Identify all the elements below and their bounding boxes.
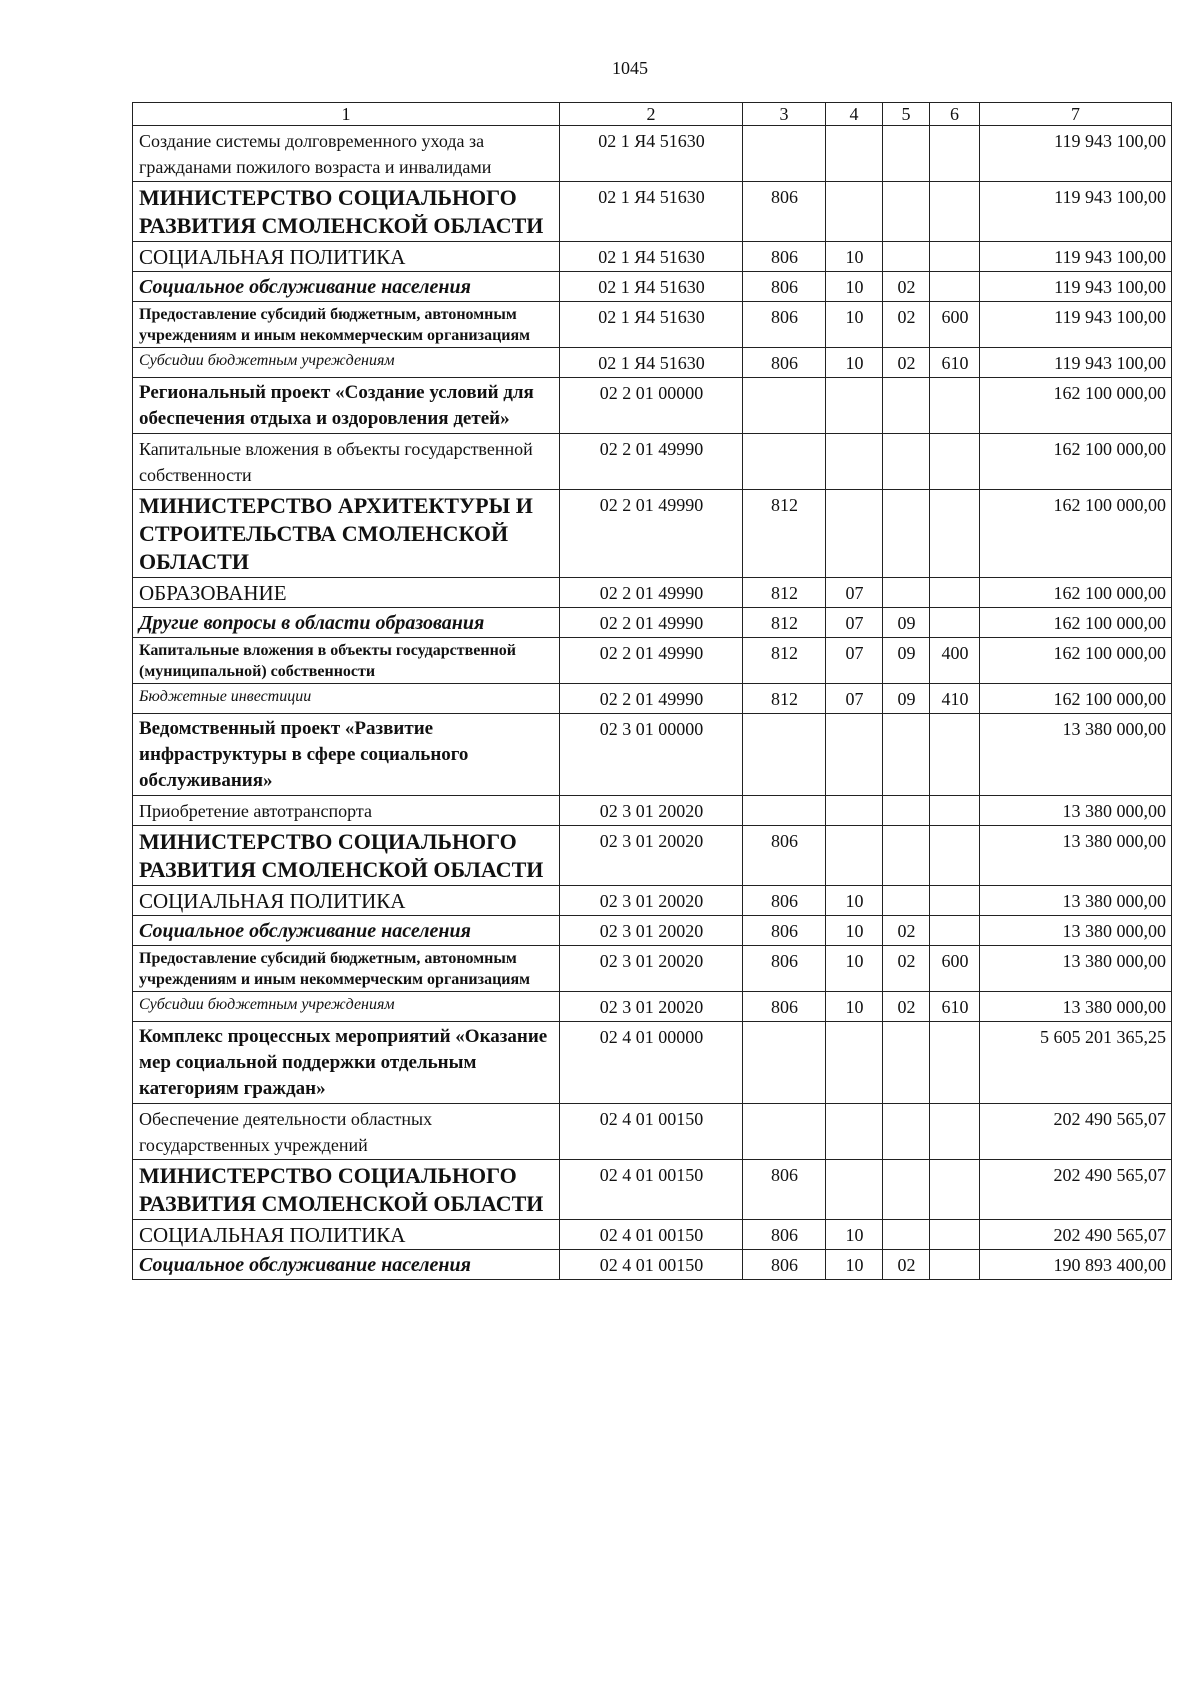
row-col-6 — [930, 182, 980, 242]
row-name: Субсидии бюджетным учреждениям — [133, 992, 560, 1022]
row-code: 02 3 01 20020 — [560, 916, 743, 946]
row-col-3: 806 — [743, 272, 826, 302]
table-row — [133, 916, 1172, 946]
row-col-6: 610 — [930, 348, 980, 378]
row-amount: 119 943 100,00 — [980, 302, 1172, 348]
row-col-3 — [743, 1104, 826, 1160]
row-col-4: 10 — [826, 1220, 883, 1250]
row-col-3: 812 — [743, 638, 826, 684]
table-row — [133, 1220, 1172, 1250]
table-row — [133, 946, 1172, 992]
row-col-4: 10 — [826, 946, 883, 992]
row-code: 02 4 01 00150 — [560, 1104, 743, 1160]
row-col-4: 07 — [826, 578, 883, 608]
row-amount: 202 490 565,07 — [980, 1220, 1172, 1250]
row-col-5 — [883, 1220, 930, 1250]
row-col-3 — [743, 714, 826, 796]
row-name: СОЦИАЛЬНАЯ ПОЛИТИКА — [133, 886, 560, 916]
row-col-3: 806 — [743, 916, 826, 946]
row-amount: 13 380 000,00 — [980, 796, 1172, 826]
table-row — [133, 796, 1172, 826]
row-col-3: 806 — [743, 1160, 826, 1220]
row-col-5 — [883, 378, 930, 434]
row-code: 02 2 01 49990 — [560, 434, 743, 490]
row-name: Социальное обслуживание населения — [133, 272, 560, 302]
row-col-6 — [930, 714, 980, 796]
row-amount: 119 943 100,00 — [980, 348, 1172, 378]
table-row — [133, 1022, 1172, 1104]
row-col-4 — [826, 126, 883, 182]
table-row — [133, 684, 1172, 714]
row-name: Комплекс процессных мероприятий «Оказание мер социальной поддержки отдельным категориям граждан» — [133, 1022, 560, 1104]
row-name: Капитальные вложения в объекты государственной собственности — [133, 434, 560, 490]
row-amount: 162 100 000,00 — [980, 578, 1172, 608]
row-name: Создание системы долговременного ухода за гражданами пожилого возраста и инвалидами — [133, 126, 560, 182]
row-code: 02 3 01 20020 — [560, 826, 743, 886]
row-col-4: 10 — [826, 272, 883, 302]
row-col-3: 812 — [743, 684, 826, 714]
header-col-2: 2 — [560, 103, 743, 126]
row-code: 02 3 01 20020 — [560, 796, 743, 826]
row-col-6: 610 — [930, 992, 980, 1022]
row-name: МИНИСТЕРСТВО СОЦИАЛЬНОГО РАЗВИТИЯ СМОЛЕНСКОЙ ОБЛАСТИ — [133, 826, 560, 886]
row-col-3: 806 — [743, 826, 826, 886]
row-col-6 — [930, 796, 980, 826]
row-col-4: 10 — [826, 348, 883, 378]
row-col-4 — [826, 1104, 883, 1160]
row-col-3: 806 — [743, 1220, 826, 1250]
row-amount: 119 943 100,00 — [980, 126, 1172, 182]
row-col-6 — [930, 1022, 980, 1104]
row-col-4 — [826, 378, 883, 434]
row-col-5 — [883, 796, 930, 826]
row-amount: 13 380 000,00 — [980, 714, 1172, 796]
row-code: 02 3 01 20020 — [560, 946, 743, 992]
row-code: 02 1 Я4 51630 — [560, 348, 743, 378]
row-col-6 — [930, 578, 980, 608]
row-code: 02 2 01 49990 — [560, 490, 743, 578]
row-name: МИНИСТЕРСТВО СОЦИАЛЬНОГО РАЗВИТИЯ СМОЛЕНСКОЙ ОБЛАСТИ — [133, 1160, 560, 1220]
header-col-3: 3 — [743, 103, 826, 126]
table-row — [133, 242, 1172, 272]
table-row — [133, 578, 1172, 608]
row-col-4 — [826, 182, 883, 242]
table-row — [133, 434, 1172, 490]
row-amount: 162 100 000,00 — [980, 608, 1172, 638]
table-row — [133, 490, 1172, 578]
row-col-3 — [743, 1022, 826, 1104]
row-amount: 202 490 565,07 — [980, 1104, 1172, 1160]
row-col-5 — [883, 1104, 930, 1160]
row-col-4 — [826, 714, 883, 796]
row-col-3: 812 — [743, 490, 826, 578]
row-amount: 162 100 000,00 — [980, 378, 1172, 434]
row-amount: 119 943 100,00 — [980, 182, 1172, 242]
table-row — [133, 272, 1172, 302]
row-col-6 — [930, 126, 980, 182]
row-col-4 — [826, 796, 883, 826]
row-col-3: 806 — [743, 992, 826, 1022]
row-col-3: 806 — [743, 886, 826, 916]
row-name: Социальное обслуживание населения — [133, 916, 560, 946]
row-amount: 13 380 000,00 — [980, 916, 1172, 946]
row-col-5: 09 — [883, 608, 930, 638]
header-row — [133, 103, 1172, 126]
row-amount: 119 943 100,00 — [980, 272, 1172, 302]
row-col-3 — [743, 378, 826, 434]
row-code: 02 2 01 00000 — [560, 378, 743, 434]
row-amount: 162 100 000,00 — [980, 434, 1172, 490]
header-col-7: 7 — [980, 103, 1172, 126]
table-row — [133, 126, 1172, 182]
table-row — [133, 1160, 1172, 1220]
row-code: 02 4 01 00150 — [560, 1250, 743, 1280]
row-col-6 — [930, 1104, 980, 1160]
row-col-6: 600 — [930, 946, 980, 992]
row-col-5 — [883, 886, 930, 916]
row-col-3: 806 — [743, 242, 826, 272]
row-code: 02 2 01 49990 — [560, 638, 743, 684]
row-name: Другие вопросы в области образования — [133, 608, 560, 638]
row-col-5 — [883, 714, 930, 796]
row-col-3: 806 — [743, 946, 826, 992]
row-col-6 — [930, 886, 980, 916]
row-col-5 — [883, 434, 930, 490]
row-col-5 — [883, 578, 930, 608]
row-amount: 13 380 000,00 — [980, 826, 1172, 886]
header-col-6: 6 — [930, 103, 980, 126]
row-amount: 13 380 000,00 — [980, 886, 1172, 916]
row-col-6 — [930, 378, 980, 434]
row-col-6 — [930, 1220, 980, 1250]
row-col-6 — [930, 242, 980, 272]
row-name: Предоставление субсидий бюджетным, автономным учреждениям и иным некоммерческим организациям — [133, 946, 560, 992]
table-body — [133, 126, 1172, 1280]
row-col-6: 410 — [930, 684, 980, 714]
row-code: 02 2 01 49990 — [560, 578, 743, 608]
row-code: 02 1 Я4 51630 — [560, 242, 743, 272]
row-code: 02 2 01 49990 — [560, 684, 743, 714]
row-code: 02 1 Я4 51630 — [560, 182, 743, 242]
row-code: 02 4 01 00150 — [560, 1160, 743, 1220]
row-col-5: 02 — [883, 1250, 930, 1280]
row-col-3 — [743, 796, 826, 826]
row-col-6 — [930, 916, 980, 946]
row-col-4 — [826, 1022, 883, 1104]
row-col-4 — [826, 826, 883, 886]
row-col-5 — [883, 490, 930, 578]
row-col-5: 09 — [883, 684, 930, 714]
row-col-4: 10 — [826, 886, 883, 916]
row-amount: 119 943 100,00 — [980, 242, 1172, 272]
row-col-5 — [883, 1160, 930, 1220]
row-amount: 162 100 000,00 — [980, 638, 1172, 684]
row-name: СОЦИАЛЬНАЯ ПОЛИТИКА — [133, 242, 560, 272]
row-col-6 — [930, 826, 980, 886]
row-col-3: 806 — [743, 302, 826, 348]
table-row — [133, 1104, 1172, 1160]
row-name: ОБРАЗОВАНИЕ — [133, 578, 560, 608]
row-col-5 — [883, 126, 930, 182]
row-code: 02 3 01 00000 — [560, 714, 743, 796]
table-row — [133, 378, 1172, 434]
row-code: 02 4 01 00150 — [560, 1220, 743, 1250]
table-row — [133, 302, 1172, 348]
table-row — [133, 826, 1172, 886]
row-col-5: 02 — [883, 946, 930, 992]
row-col-6 — [930, 608, 980, 638]
row-col-6 — [930, 1250, 980, 1280]
row-col-4: 10 — [826, 992, 883, 1022]
row-col-5: 02 — [883, 992, 930, 1022]
table-row — [133, 992, 1172, 1022]
row-name: Капитальные вложения в объекты государственной (муниципальной) собственности — [133, 638, 560, 684]
row-col-4: 10 — [826, 1250, 883, 1280]
row-code: 02 3 01 20020 — [560, 886, 743, 916]
row-col-4 — [826, 1160, 883, 1220]
row-col-6: 600 — [930, 302, 980, 348]
row-col-5: 09 — [883, 638, 930, 684]
row-name: Бюджетные инвестиции — [133, 684, 560, 714]
row-col-6: 400 — [930, 638, 980, 684]
row-name: Ведомственный проект «Развитие инфраструктуры в сфере социального обслуживания» — [133, 714, 560, 796]
row-amount: 162 100 000,00 — [980, 684, 1172, 714]
row-amount: 5 605 201 365,25 — [980, 1022, 1172, 1104]
budget-table — [132, 102, 1172, 1280]
table-row — [133, 886, 1172, 916]
row-col-4: 07 — [826, 638, 883, 684]
row-col-6 — [930, 490, 980, 578]
row-col-6 — [930, 1160, 980, 1220]
row-col-3: 806 — [743, 348, 826, 378]
table-row — [133, 638, 1172, 684]
row-code: 02 2 01 49990 — [560, 608, 743, 638]
row-col-5 — [883, 826, 930, 886]
row-code: 02 1 Я4 51630 — [560, 126, 743, 182]
row-col-4: 07 — [826, 684, 883, 714]
row-amount: 13 380 000,00 — [980, 992, 1172, 1022]
row-col-5: 02 — [883, 348, 930, 378]
row-col-3: 806 — [743, 1250, 826, 1280]
row-name: Субсидии бюджетным учреждениям — [133, 348, 560, 378]
row-amount: 162 100 000,00 — [980, 490, 1172, 578]
row-col-4: 07 — [826, 608, 883, 638]
table-row — [133, 182, 1172, 242]
row-col-6 — [930, 434, 980, 490]
table-row — [133, 608, 1172, 638]
row-name: СОЦИАЛЬНАЯ ПОЛИТИКА — [133, 1220, 560, 1250]
page-number: 1045 — [612, 58, 648, 78]
row-col-5: 02 — [883, 272, 930, 302]
row-name: МИНИСТЕРСТВО АРХИТЕКТУРЫ И СТРОИТЕЛЬСТВА СМОЛЕНСКОЙ ОБЛАСТИ — [133, 490, 560, 578]
row-code: 02 1 Я4 51630 — [560, 302, 743, 348]
row-col-4 — [826, 434, 883, 490]
row-amount: 190 893 400,00 — [980, 1250, 1172, 1280]
table-row — [133, 348, 1172, 378]
row-col-4: 10 — [826, 302, 883, 348]
row-name: Предоставление субсидий бюджетным, автономным учреждениям и иным некоммерческим организациям — [133, 302, 560, 348]
row-name: Социальное обслуживание населения — [133, 1250, 560, 1280]
row-name: Приобретение автотранспорта — [133, 796, 560, 826]
row-col-5 — [883, 1022, 930, 1104]
row-col-3 — [743, 434, 826, 490]
row-col-4 — [826, 490, 883, 578]
row-amount: 13 380 000,00 — [980, 946, 1172, 992]
row-col-4: 10 — [826, 242, 883, 272]
table-row — [133, 714, 1172, 796]
row-amount: 202 490 565,07 — [980, 1160, 1172, 1220]
header-col-4: 4 — [826, 103, 883, 126]
row-col-3: 806 — [743, 182, 826, 242]
row-name: МИНИСТЕРСТВО СОЦИАЛЬНОГО РАЗВИТИЯ СМОЛЕНСКОЙ ОБЛАСТИ — [133, 182, 560, 242]
row-col-5: 02 — [883, 302, 930, 348]
row-col-5: 02 — [883, 916, 930, 946]
row-col-5 — [883, 182, 930, 242]
row-code: 02 1 Я4 51630 — [560, 272, 743, 302]
table-row — [133, 1250, 1172, 1280]
header-col-5: 5 — [883, 103, 930, 126]
row-name: Обеспечение деятельности областных государственных учреждений — [133, 1104, 560, 1160]
row-col-5 — [883, 242, 930, 272]
row-col-6 — [930, 272, 980, 302]
row-name: Региональный проект «Создание условий для обеспечения отдыха и оздоровления детей» — [133, 378, 560, 434]
row-code: 02 3 01 20020 — [560, 992, 743, 1022]
row-code: 02 4 01 00000 — [560, 1022, 743, 1104]
row-col-3: 812 — [743, 578, 826, 608]
row-col-3: 812 — [743, 608, 826, 638]
header-col-1: 1 — [133, 103, 560, 126]
row-col-3 — [743, 126, 826, 182]
row-col-4: 10 — [826, 916, 883, 946]
